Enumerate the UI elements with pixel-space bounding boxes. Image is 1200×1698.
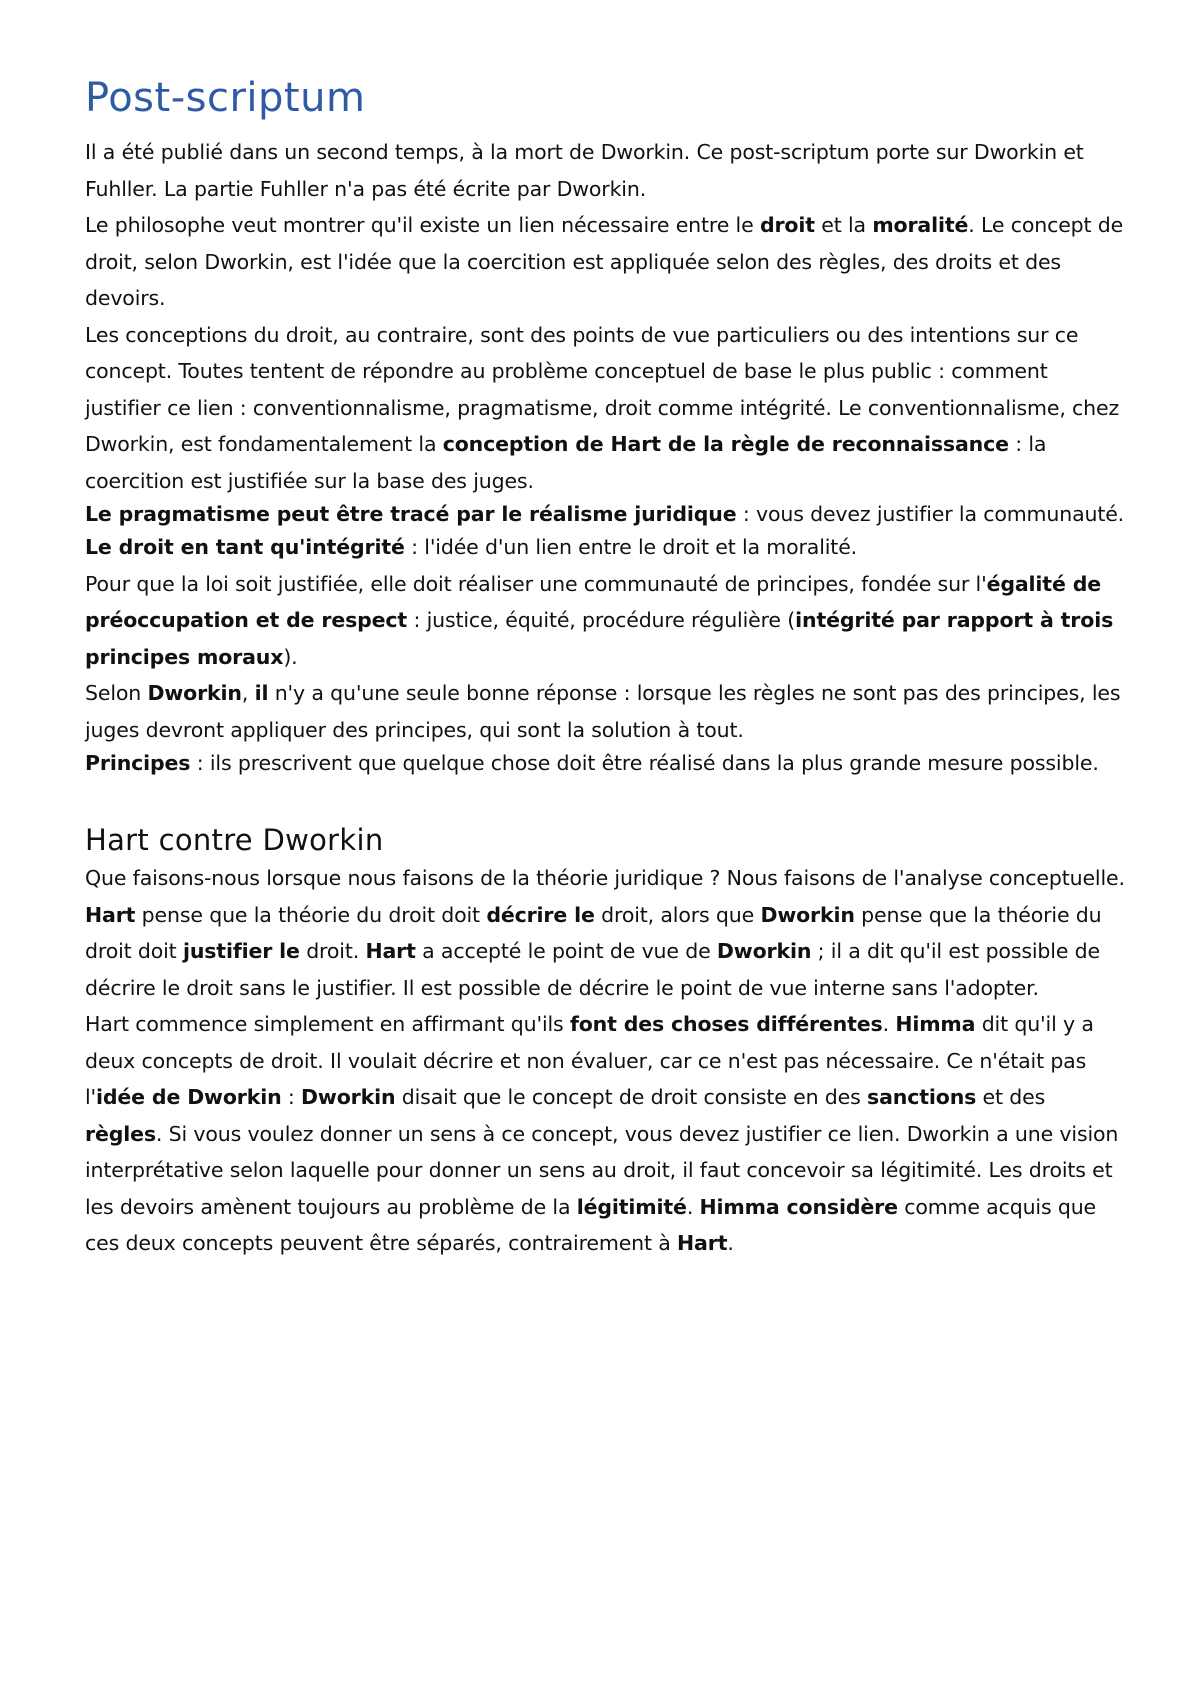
section-heading-hart-contre-dworkin: Hart contre Dworkin — [85, 823, 384, 857]
paragraph — [85, 499, 1125, 529]
paragraph — [85, 317, 1125, 500]
text-run: droit. — [299, 939, 366, 963]
text-run: dit qu'il y a deux concepts de droit. Il voulait décrire et non évaluer, car ce n'est pas nécessaire. Ce n'était pas l' — [85, 1012, 1094, 1109]
text-run: . — [882, 1012, 896, 1036]
text-run: Hart commence simplement en affirmant qu'ils — [85, 1012, 570, 1036]
paragraph — [85, 134, 1125, 207]
text-run: n'y a qu'une seule bonne réponse : lorsque les règles ne sont pas des principes, les juges devront appliquer des principes, qui sont la solution à tout. — [85, 681, 1121, 742]
bold-text: Dworkin — [760, 902, 855, 927]
bold-text: Hart — [677, 1231, 728, 1255]
text-run: Selon — [85, 681, 148, 705]
bold-text: droit — [759, 213, 815, 237]
bold-text: Hart — [365, 939, 416, 963]
text-run: Il a été publié dans un second temps, à la mort de Dworkin. Ce post-scriptum porte sur Dworkin et Fuhller. La partie Fuhller n'a pas été écrite par Dworkin. — [85, 140, 1084, 201]
text-run: ; il a dit qu'il est possible de décrire le droit sans le justifier. Il est possible de décrire le point de vue interne sans l'adopter. — [85, 939, 1100, 1000]
paragraph — [85, 860, 1125, 897]
bold-text: Himma considère — [699, 1194, 898, 1219]
text-run: comme acquis que ces deux concepts peuvent être séparés, contrairement à — [85, 1194, 1097, 1255]
bold-text: Le droit en tant qu'intégrité — [85, 535, 405, 559]
text-run: . — [686, 1194, 700, 1219]
bold-text: règles — [85, 1121, 156, 1146]
text-run: : justice, équité, procédure régulière ( — [407, 608, 796, 632]
bold-text: Dworkin — [301, 1085, 396, 1109]
paragraph — [85, 1006, 1125, 1262]
paragraph — [85, 897, 1125, 1007]
text-run: . — [727, 1231, 734, 1255]
paragraph — [85, 529, 1125, 566]
text-run: droit, alors que — [594, 902, 761, 927]
bold-text: Le pragmatisme peut être tracé par le réalisme juridique — [85, 502, 737, 526]
section-hart-contre-dworkin — [85, 820, 1125, 1262]
text-run: pense que la théorie du droit doit — [85, 902, 1102, 963]
bold-text: Dworkin — [716, 939, 812, 963]
bold-text: font des choses différentes — [569, 1012, 883, 1036]
section-post-scriptum — [85, 72, 1125, 778]
bold-text: il — [254, 681, 269, 705]
section-heading-post-scriptum: Post-scriptum — [85, 75, 366, 121]
text-run: Les conceptions du droit, au contraire, sont des points de vue particuliers ou des intentions sur ce concept. Toutes tentent de répondre au problème conceptuel de base le plus public : comment justifier ce lien : conventionnalisme, pragmatisme, droit comme intégrité. Le conventionnalisme, chez Dworkin, est fondamentalement la — [85, 322, 1120, 456]
text-run: et des — [976, 1085, 1046, 1109]
text-run: disait que le concept de droit consiste en des — [395, 1085, 868, 1109]
text-run: Que faisons-nous lorsque nous faisons de la théorie juridique ? Nous faisons de l'analyse conceptuelle. — [85, 866, 1125, 890]
text-run: Pour que la loi soit justifiée, elle doit réaliser une communauté de principes, fondée sur l' — [85, 571, 987, 596]
text-run: a accepté le point de vue de — [415, 939, 717, 963]
bold-text: égalité de préoccupation et de respect — [85, 571, 1101, 632]
bold-text: conception de Hart de la règle de reconnaissance — [442, 432, 1009, 456]
bold-text: Principes — [85, 751, 191, 775]
text-run: Le philosophe veut montrer qu'il existe un lien nécessaire entre le — [85, 213, 760, 237]
text-run: : ils prescrivent que quelque chose doit être réalisé dans la plus grande mesure possible. — [190, 751, 1099, 775]
bold-text: Dworkin — [147, 681, 242, 705]
text-run: , — [241, 681, 255, 705]
bold-text: idée de Dworkin — [96, 1085, 282, 1109]
bold-text: Hart — [85, 902, 136, 927]
section-spacer — [85, 778, 1125, 820]
text-run: : — [281, 1085, 302, 1109]
text-run: : la coercition est justifiée sur la base des juges. — [85, 432, 1047, 493]
bold-text: légitimité — [576, 1194, 687, 1219]
text-run: . Le concept de droit, selon Dworkin, est l'idée que la coercition est appliquée selon des règles, des droits et des devoirs. — [85, 213, 1124, 310]
section-body — [85, 134, 1125, 778]
paragraph — [85, 207, 1125, 317]
bold-text: sanctions — [867, 1085, 977, 1109]
paragraph — [85, 566, 1125, 676]
bold-text: décrire le — [486, 902, 595, 927]
paragraph — [85, 675, 1125, 748]
bold-text: justifier le — [182, 939, 300, 963]
text-run: . Si vous voulez donner un sens à ce concept, vous devez justifier ce lien. Dworkin a une vision interprétative selon laquelle pour donner un sens au droit, il faut concevoir sa légitimité. Les droits et les devoirs amènent toujours au problème de la — [85, 1121, 1119, 1219]
paragraph — [85, 748, 1125, 778]
bold-text: moralité — [872, 213, 969, 237]
section-body — [85, 860, 1125, 1262]
bold-text: intégrité par rapport à trois principes moraux — [85, 608, 1114, 669]
bold-text: Himma — [895, 1012, 976, 1036]
text-run: : vous devez justifier la communauté. — [736, 502, 1125, 526]
document-page — [85, 72, 1125, 1262]
text-run: ). — [283, 644, 298, 669]
text-run: et la — [814, 213, 873, 237]
text-run: pense que la théorie du droit doit — [135, 902, 487, 927]
text-run: : l'idée d'un lien entre le droit et la moralité. — [404, 535, 858, 559]
